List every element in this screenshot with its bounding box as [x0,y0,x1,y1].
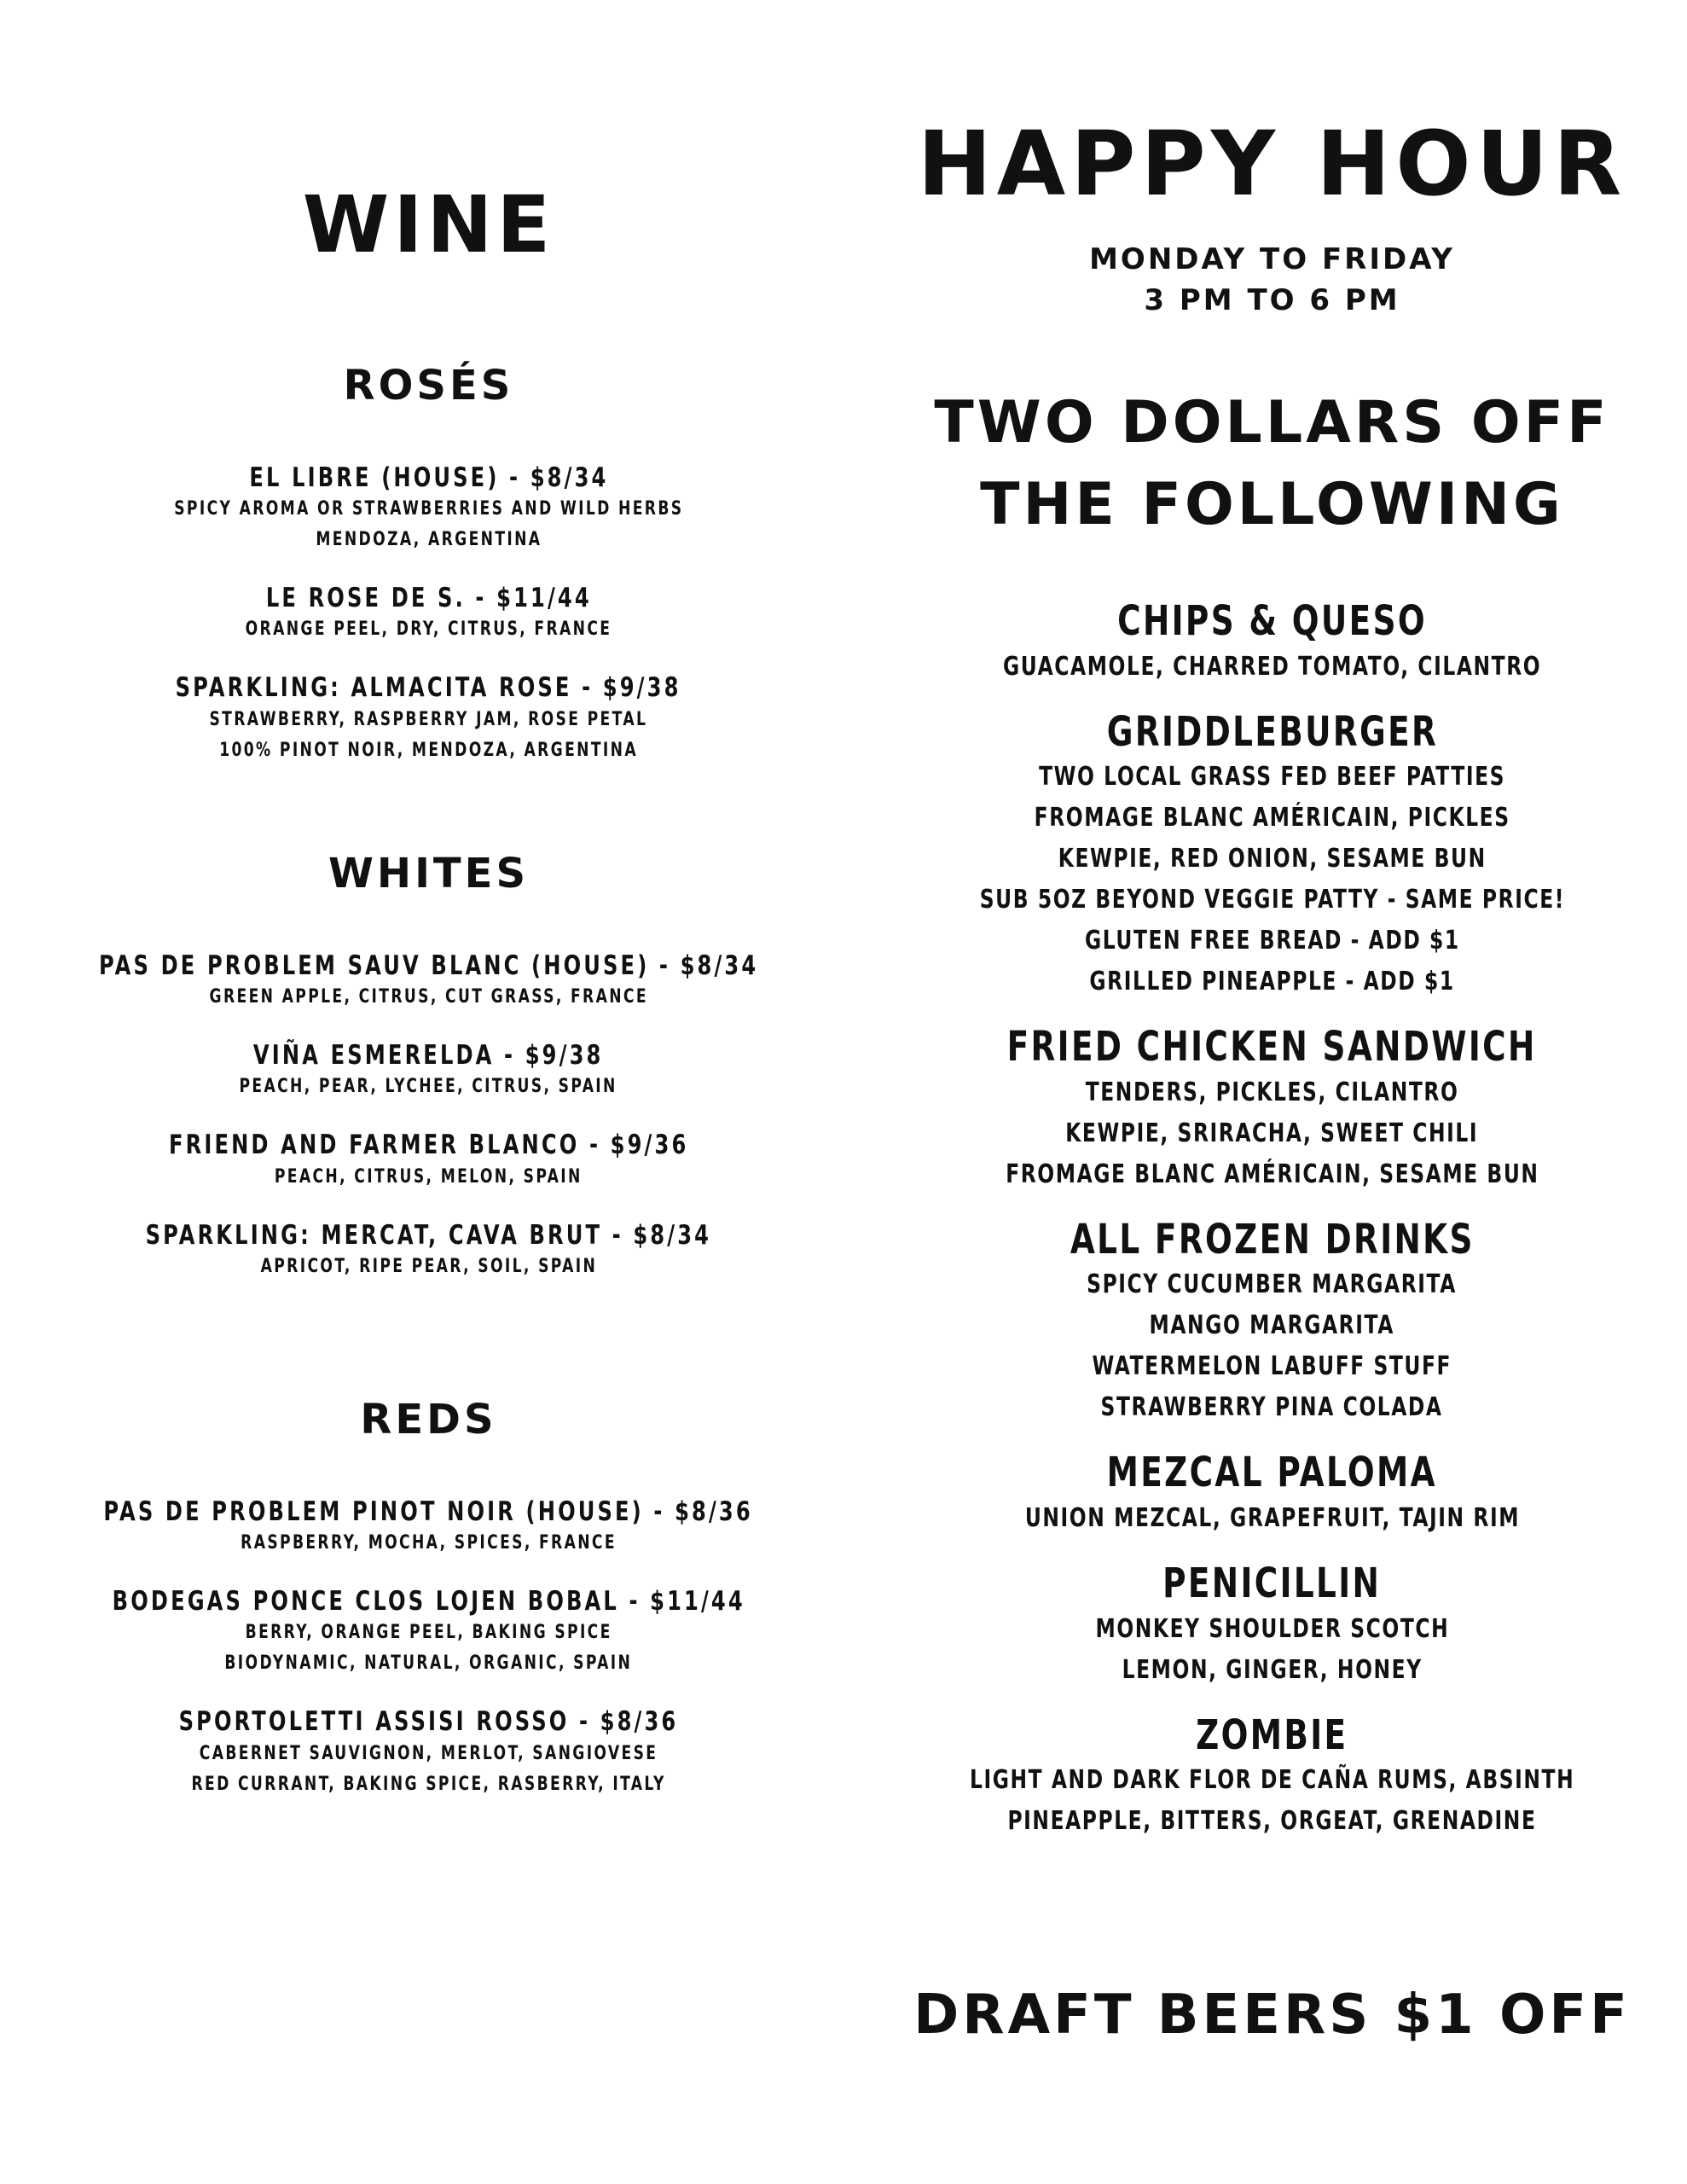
wine-entry [0,672,857,765]
wine-name: FRIEND AND FARMER BLANCO - $9/36 [168,1130,689,1161]
happy-hour-days: MONDAY TO FRIDAY [1089,242,1455,276]
item-detail: PINEAPPLE, BITTERS, ORGEAT, GRENADINE [1007,1806,1537,1837]
wine-origin: BIODYNAMIC, NATURAL, ORGANIC, SPAIN [224,1653,633,1675]
item-detail: MANGO MARGARITA [1149,1310,1395,1341]
menu-item [857,1216,1687,1429]
hours-block [857,239,1687,321]
menu-item [857,1449,1687,1539]
wine-entry [0,1040,857,1102]
whites-section [0,850,857,1310]
item-name: GRIDDLEBURGER [1106,707,1438,756]
wine-description: GREEN APPLE, CITRUS, CUT GRASS, FRANCE [209,986,648,1008]
item-detail: SPICY CUCUMBER MARGARITA [1087,1269,1458,1300]
roses-heading: ROSÉS [343,362,514,410]
item-detail: UNION MEZCAL, GRAPEFRUIT, TAJIN RIM [1024,1502,1520,1533]
item-detail: FROMAGE BLANC AMÉRICAIN, SESAME BUN [1005,1159,1539,1189]
item-detail: STRAWBERRY PINA COLADA [1100,1392,1444,1423]
item-detail: FROMAGE BLANC AMÉRICAIN, PICKLES [1034,803,1510,834]
roses-section [0,362,857,793]
happy-hour-title: HAPPY HOUR [917,112,1627,216]
draft-beers-footer: DRAFT BEERS $1 OFF [913,1984,1631,2047]
item-detail: SUB 5OZ BEYOND VEGGIE PATTY - SAME PRICE! [979,885,1565,915]
wine-entry [0,583,857,645]
wine-name: BODEGAS PONCE CLOS LOJEN BOBAL - $11/44 [112,1586,745,1618]
wine-description: ORANGE PEEL, DRY, CITRUS, FRANCE [245,619,612,641]
reds-heading: REDS [360,1396,497,1443]
item-detail: LIGHT AND DARK FLOR DE CAÑA RUMS, ABSINTH [969,1765,1575,1796]
wine-entry [0,1706,857,1799]
wine-description: PEACH, PEAR, LYCHEE, CITRUS, SPAIN [239,1076,618,1098]
wine-entry [0,1586,857,1679]
wine-name: SPARKLING: MERCAT, CAVA BRUT - $8/34 [145,1219,712,1251]
item-detail: KEWPIE, SRIRACHA, SWEET CHILI [1065,1118,1479,1148]
menu-item [857,708,1687,1003]
item-name: PENICILLIN [1162,1559,1382,1607]
wine-name: SPARKLING: ALMACITA ROSE - $9/38 [176,672,681,704]
wine-name: PAS DE PROBLEM PINOT NOIR (HOUSE) - $8/36 [103,1496,754,1527]
item-name: CHIPS & QUESO [1117,597,1427,645]
item-name: ZOMBIE [1196,1711,1348,1759]
menu-item [857,1560,1687,1691]
item-name: MEZCAL PALOMA [1106,1449,1438,1497]
wine-name: LE ROSE DE S. - $11/44 [265,583,592,614]
wine-description: SPICY AROMA OR STRAWBERRIES AND WILD HERBS [173,498,684,520]
happy-hour-time: 3 PM TO 6 PM [1144,283,1400,317]
wine-description: PEACH, CITRUS, MELON, SPAIN [275,1165,583,1188]
happy-hour-items [857,597,1687,1862]
item-name: ALL FROZEN DRINKS [1070,1215,1475,1263]
menu-item [857,1711,1687,1843]
wine-description: CABERNET SAUVIGNON, MERLOT, SANGIOVESE [199,1742,658,1764]
offer-line-1: TWO DOLLARS OFF [934,389,1610,456]
item-detail: WATERMELON LABUFF STUFF [1092,1351,1452,1382]
item-detail: MONKEY SHOULDER SCOTCH [1095,1613,1449,1644]
item-detail: KEWPIE, RED ONION, SESAME BUN [1058,844,1487,874]
wine-name: SPORTOLETTI ASSISI ROSSO - $8/36 [178,1706,679,1738]
wine-name: PAS DE PROBLEM SAUV BLANC (HOUSE) - $8/34 [98,950,759,981]
wine-entry [0,1220,857,1282]
wine-entry [0,1496,857,1559]
wine-description: BERRY, ORANGE PEEL, BAKING SPICE [245,1622,612,1644]
offer-block [857,382,1687,546]
item-detail: GUACAMOLE, CHARRED TOMATO, CILANTRO [1002,651,1542,682]
whites-heading: WHITES [328,850,530,897]
wine-origin: 100% PINOT NOIR, MENDOZA, ARGENTINA [219,739,638,761]
wine-description: APRICOT, RIPE PEAR, SOIL, SPAIN [260,1255,597,1277]
wine-origin: MENDOZA, ARGENTINA [315,529,542,551]
wine-description: RASPBERRY, MOCHA, SPICES, FRANCE [241,1532,617,1554]
wine-description: STRAWBERRY, RASPBERRY JAM, ROSE PETAL [209,708,648,730]
wine-entry [0,950,857,1013]
item-detail: TWO LOCAL GRASS FED BEEF PATTIES [1039,762,1505,793]
offer-line-2: THE FOLLOWING [980,471,1564,538]
item-detail: GLUTEN FREE BREAD - ADD $1 [1084,926,1460,956]
wine-title: WINE [302,179,555,270]
reds-section [0,1396,857,1827]
wine-name: EL LIBRE (HOUSE) - $8/34 [248,462,609,493]
item-detail: TENDERS, PICKLES, CILANTRO [1085,1077,1459,1107]
item-detail: GRILLED PINEAPPLE - ADD $1 [1089,967,1455,997]
item-name: FRIED CHICKEN SANDWICH [1006,1023,1538,1072]
menu-item [857,1023,1687,1195]
wine-entry [0,1130,857,1192]
wine-name: VIÑA ESMERELDA - $9/38 [253,1040,604,1072]
wine-origin: RED CURRANT, BAKING SPICE, RASBERRY, ITALY [191,1773,666,1795]
menu-item [857,597,1687,688]
wine-entry [0,462,857,555]
item-detail: LEMON, GINGER, HONEY [1122,1654,1423,1685]
